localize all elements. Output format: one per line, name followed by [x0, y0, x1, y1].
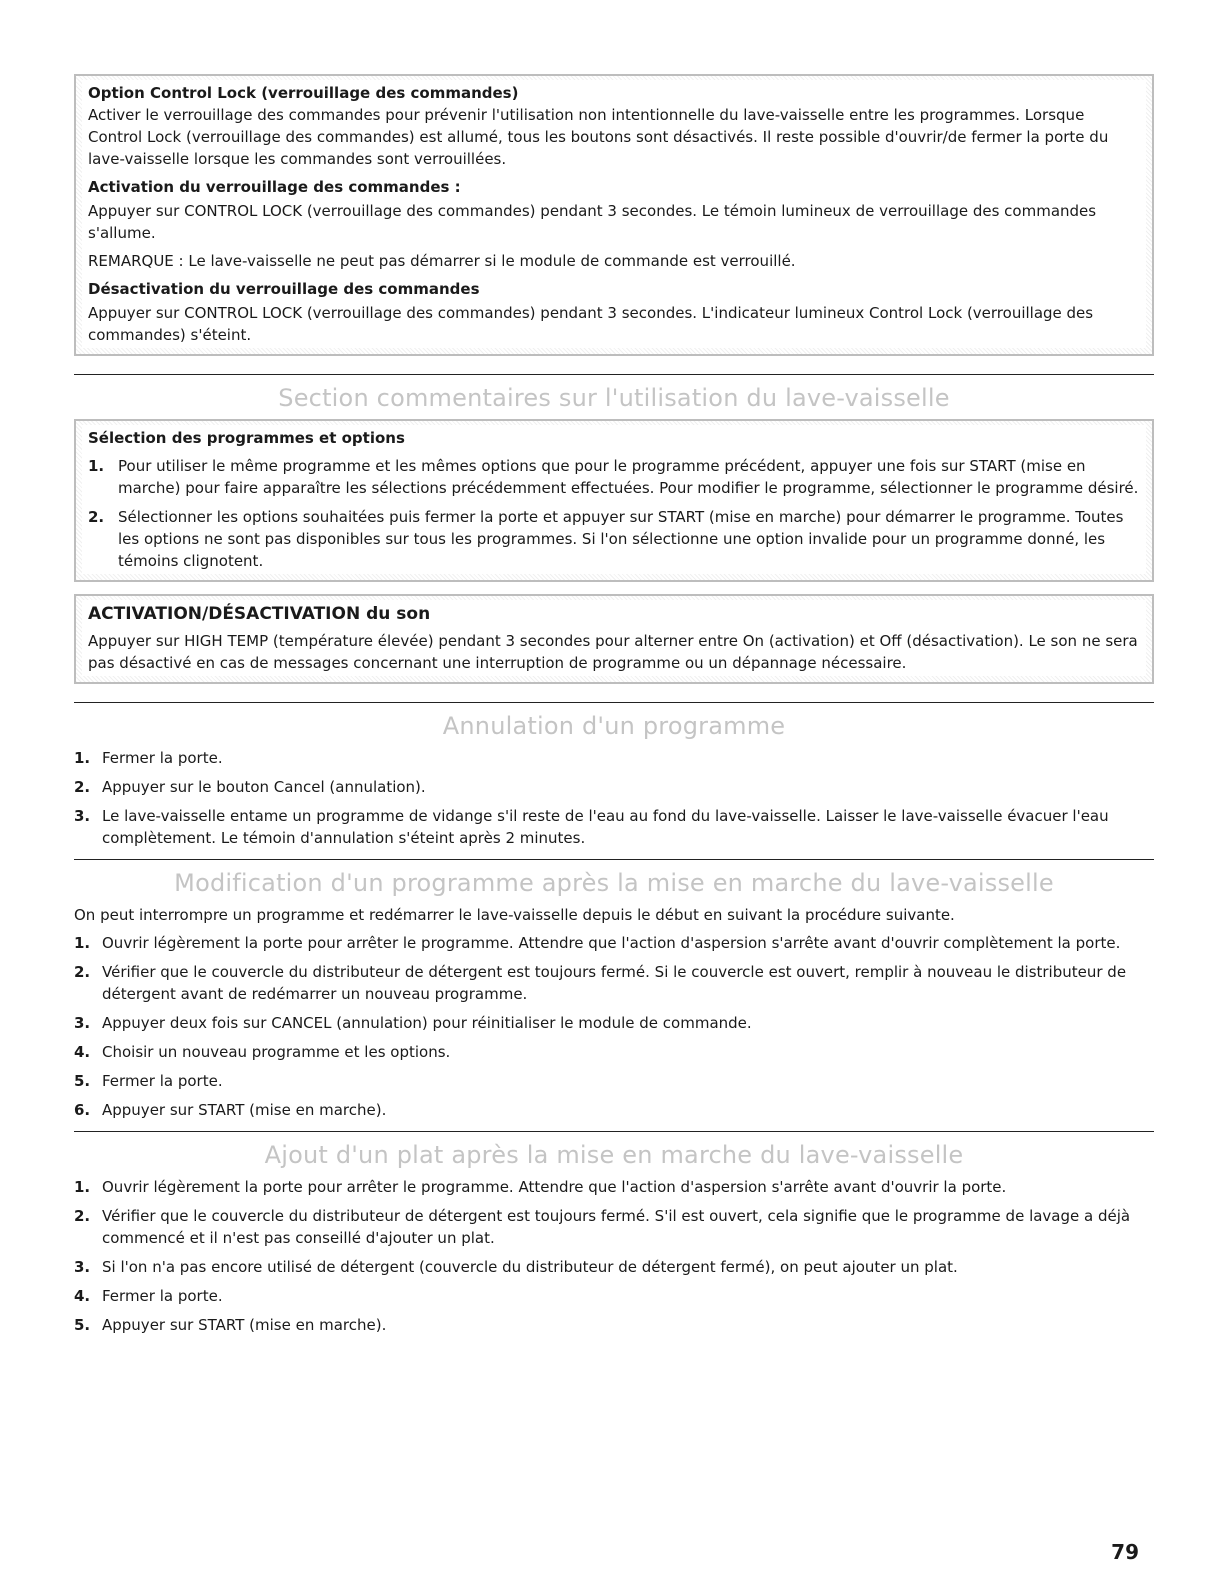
list-text: Pour utiliser le même programme et les mêmes options que pour le programme précédent, appuyer une fois sur START (mise en marche) pour faire apparaître les sélections précédemment effectuées. Pour modifier le programme, sélectionner le programme désiré. [118, 457, 1139, 497]
list-text: Appuyer deux fois sur CANCEL (annulation) pour réinitialiser le module de commande. [102, 1014, 752, 1032]
cancel-heading: Annulation d'un programme [442, 712, 786, 740]
list-number: 5. [74, 1072, 91, 1090]
divider [74, 1131, 1154, 1132]
sound-box [74, 594, 1154, 684]
list-item [74, 1314, 1154, 1336]
list-item [74, 1256, 1154, 1278]
list-number: 2. [74, 1207, 91, 1225]
list-text: Vérifier que le couvercle du distributeur de détergent est toujours fermé. S'il est ouvert, cela signifie que le programme de lavage a déjà commencé et il n'est pas conseillé d'ajouter un plat. [102, 1207, 1131, 1247]
modify-intro: On peut interrompre un programme et redémarrer le lave-vaisselle depuis le début en suivant la procédure suivante. [74, 906, 955, 924]
divider [74, 859, 1154, 860]
selection-box [74, 419, 1154, 582]
note-text: Le lave-vaisselle ne peut pas démarrer si le module de commande est verrouillé. [188, 252, 796, 270]
list-text: Appuyer sur START (mise en marche). [102, 1316, 387, 1334]
cancel-list [74, 747, 1154, 849]
list-number: 1. [74, 934, 91, 952]
list-item [74, 1285, 1154, 1307]
list-number: 4. [74, 1287, 91, 1305]
list-text: Choisir un nouveau programme et les options. [102, 1043, 451, 1061]
activation-title: Activation du verrouillage des commandes : [88, 178, 461, 196]
list-item [74, 776, 1154, 798]
list-item [88, 506, 1140, 572]
list-item [74, 805, 1154, 849]
list-item [74, 1099, 1154, 1121]
list-text: Appuyer sur START (mise en marche). [102, 1101, 387, 1119]
list-number: 3. [74, 807, 91, 825]
selection-title: Sélection des programmes et options [88, 429, 405, 447]
control-lock-box [74, 74, 1154, 356]
sound-title-caps: ACTIVATION/DÉSACTIVATION [88, 604, 361, 624]
list-item [88, 455, 1140, 499]
divider [74, 374, 1154, 375]
sound-text: Appuyer sur HIGH TEMP (température élevée) pendant 3 secondes pour alterner entre On (activation) et Off (désactivation). Le son ne sera pas désactivé en cas de messages concernant une interruption de programme ou un dépannage nécessaire. [88, 632, 1138, 672]
list-text: Appuyer sur le bouton Cancel (annulation). [102, 778, 426, 796]
list-text: Ouvrir légèrement la porte pour arrêter le programme. Attendre que l'action d'aspersion s'arrête avant d'ouvrir la porte. [102, 1178, 1007, 1196]
list-number: 2. [74, 963, 91, 981]
list-number: 5. [74, 1316, 91, 1334]
list-item [74, 747, 1154, 769]
list-item [74, 1012, 1154, 1034]
sound-title-rest: du son [366, 604, 431, 624]
page-number: 79 [1111, 1540, 1139, 1564]
list-item [74, 1070, 1154, 1092]
feedback-heading: Section commentaires sur l'utilisation du lave-vaisselle [278, 384, 950, 412]
list-item [74, 1205, 1154, 1249]
list-item [74, 961, 1154, 1005]
list-text: Si l'on n'a pas encore utilisé de détergent (couvercle du distributeur de détergent fermé), on peut ajouter un plat. [102, 1258, 958, 1276]
divider [74, 702, 1154, 703]
list-item [74, 1041, 1154, 1063]
note-label: REMARQUE : [88, 252, 184, 270]
list-item [74, 932, 1154, 954]
list-number: 3. [74, 1258, 91, 1276]
note [88, 250, 1140, 272]
control-lock-intro: Activer le verrouillage des commandes pour prévenir l'utilisation non intentionnelle du lave-vaisselle entre les programmes. Lorsque Control Lock (verrouillage des commandes) est allumé, tous les boutons sont désactivés. Il reste possible d'ouvrir/de fermer la porte du lave-vaisselle lorsque les commandes sont verrouillées. [88, 106, 1109, 168]
deactivation-title: Désactivation du verrouillage des commandes [88, 280, 480, 298]
list-number: 2. [88, 508, 105, 526]
list-number: 6. [74, 1101, 91, 1119]
list-number: 2. [74, 778, 91, 796]
sound-title [88, 602, 1140, 626]
list-text: Le lave-vaisselle entame un programme de vidange s'il reste de l'eau au fond du lave-vaisselle. Laisser le lave-vaisselle évacuer l'eau complètement. Le témoin d'annulation s'éteint après 2 minutes. [102, 807, 1109, 847]
add-dish-list [74, 1176, 1154, 1336]
activation-text: Appuyer sur CONTROL LOCK (verrouillage des commandes) pendant 3 secondes. Le témoin lumineux de verrouillage des commandes s'allume. [88, 202, 1097, 242]
list-text: Vérifier que le couvercle du distributeur de détergent est toujours fermé. Si le couvercle est ouvert, remplir à nouveau le distributeur de détergent avant de redémarrer un nouveau programme. [102, 963, 1127, 1003]
modify-heading: Modification d'un programme après la mise en marche du lave-vaisselle [174, 869, 1054, 897]
list-number: 3. [74, 1014, 91, 1032]
list-number: 1. [74, 1178, 91, 1196]
list-number: 1. [88, 457, 105, 475]
list-number: 1. [74, 749, 91, 767]
list-text: Fermer la porte. [102, 749, 223, 767]
list-item [74, 1176, 1154, 1198]
list-text: Sélectionner les options souhaitées puis fermer la porte et appuyer sur START (mise en marche) pour démarrer le programme. Toutes les options ne sont pas disponibles sur tous les programmes. Si l'on sélectionne une option invalide pour un programme donné, les témoins clignotent. [118, 508, 1124, 570]
list-text: Ouvrir légèrement la porte pour arrêter le programme. Attendre que l'action d'aspersion s'arrête avant d'ouvrir complètement la porte. [102, 934, 1121, 952]
selection-list [88, 455, 1140, 572]
modify-list [74, 932, 1154, 1121]
add-dish-heading: Ajout d'un plat après la mise en marche du lave-vaisselle [264, 1141, 964, 1169]
list-number: 4. [74, 1043, 91, 1061]
list-text: Fermer la porte. [102, 1287, 223, 1305]
manual-page [74, 0, 1154, 1343]
list-text: Fermer la porte. [102, 1072, 223, 1090]
control-lock-title: Option Control Lock (verrouillage des commandes) [88, 84, 519, 102]
deactivation-text: Appuyer sur CONTROL LOCK (verrouillage des commandes) pendant 3 secondes. L'indicateur lumineux Control Lock (verrouillage des commandes) s'éteint. [88, 304, 1094, 344]
